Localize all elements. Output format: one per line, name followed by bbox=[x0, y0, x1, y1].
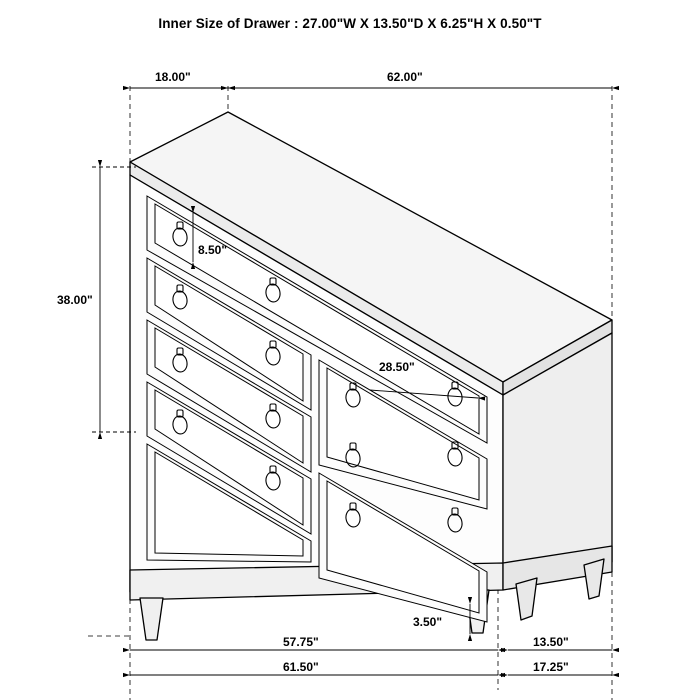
foot-front-left bbox=[140, 598, 163, 640]
label-width-top: 62.00" bbox=[387, 70, 423, 84]
label-side-depth-outer: 17.25" bbox=[533, 660, 569, 674]
label-depth-top: 18.00" bbox=[155, 70, 191, 84]
label-overall-width: 61.50" bbox=[283, 660, 319, 674]
foot-back-right bbox=[584, 559, 604, 599]
label-drawer-height: 8.50" bbox=[198, 243, 228, 257]
label-drawer-width: 28.50" bbox=[379, 360, 415, 374]
label-height-left: 38.00" bbox=[57, 293, 93, 307]
label-base-width: 57.75" bbox=[283, 635, 319, 649]
label-foot-height: 3.50" bbox=[413, 615, 443, 629]
label-side-depth-inner: 13.50" bbox=[533, 635, 569, 649]
page-title: Inner Size of Drawer : 27.00"W X 13.50"D X 6.25"H X 0.50"T bbox=[158, 16, 542, 31]
foot-side-middle bbox=[516, 578, 537, 620]
